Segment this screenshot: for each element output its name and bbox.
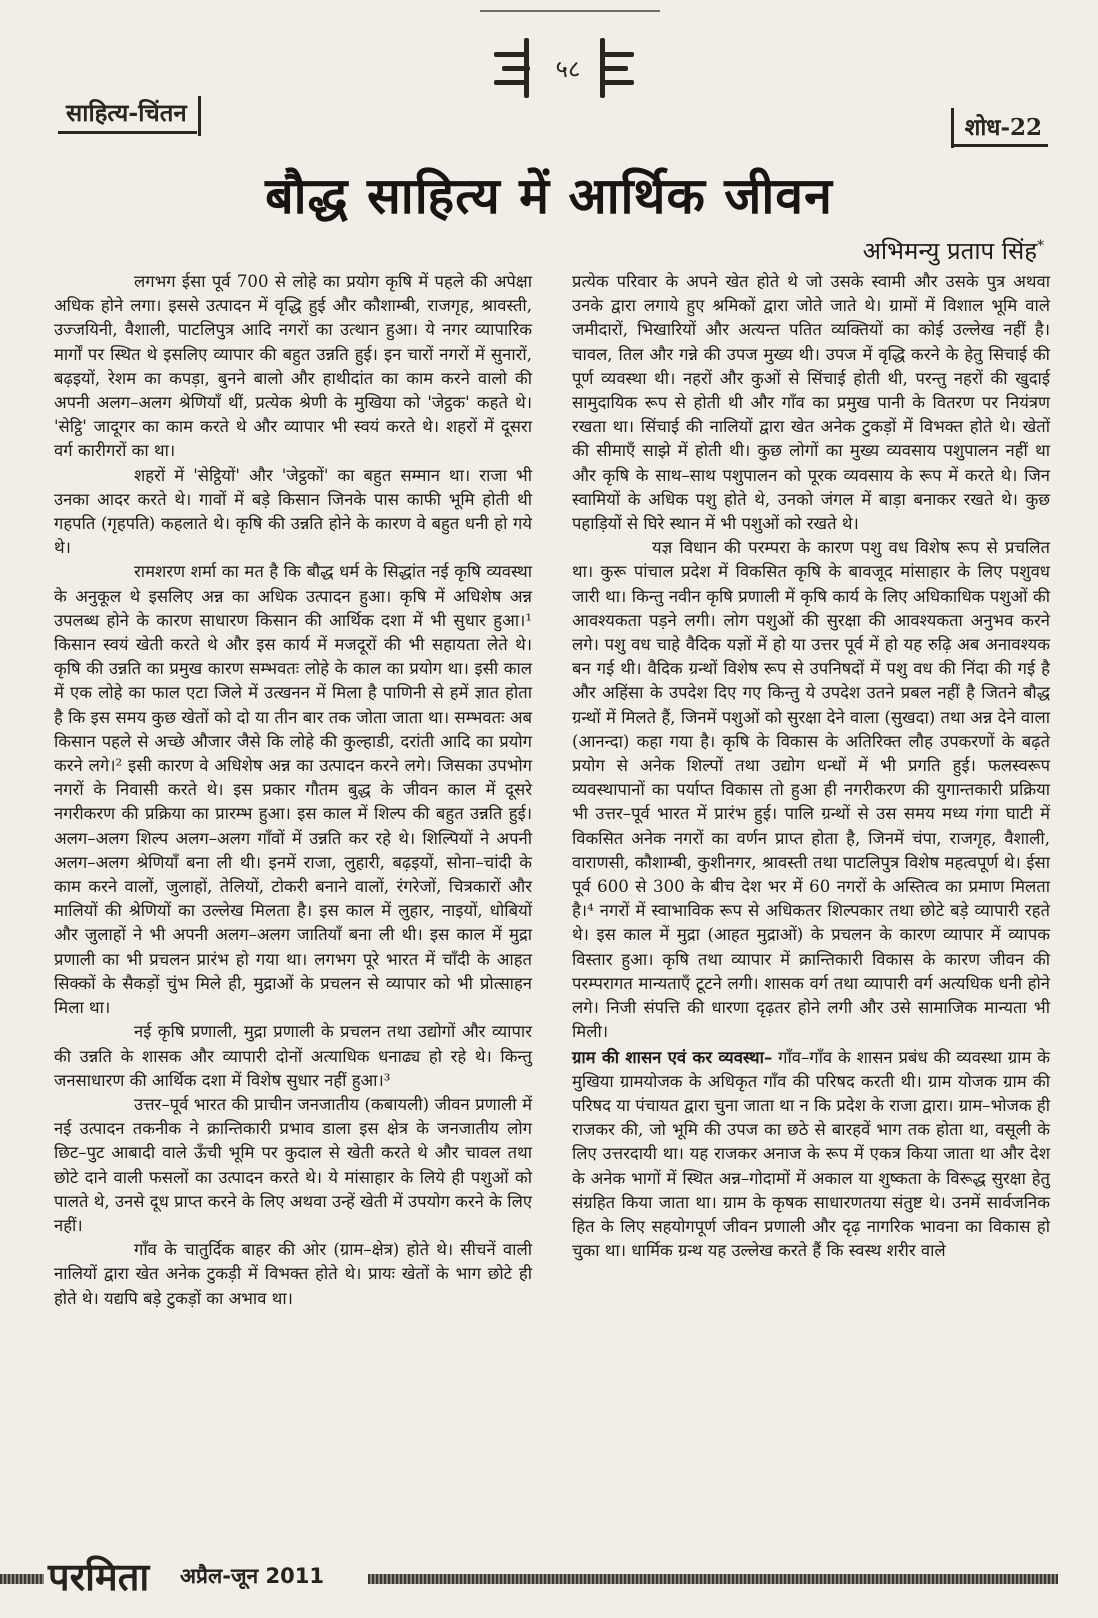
page-number: ५८ (555, 55, 581, 83)
article-title: बौद्ध साहित्य में आर्थिक जीवन (265, 166, 833, 225)
author-footnote-mark: * (1037, 238, 1044, 254)
paragraph: शहरों में 'सेट्ठियों' और 'जेट्ठकों' का बहुत सम्मान था। राजा भी उनका आदर करते थे। गावों में बड़े किसान जिनके पास काफी भूमि होती थी गहपति (गृहपति) कहलाते थे। कृषि की उन्नति होने के कारण वे बहुत धनी हो गये थे। (54, 465, 532, 558)
left-column (54, 270, 532, 1311)
author-name: अभिमन्यु प्रताप सिंह (862, 237, 1037, 265)
issue-date: अप्रैल-जून 2011 (180, 1564, 324, 1588)
paragraph-body: गाँव–गाँव के शासन प्रबंध की व्यवस्था ग्राम के मुखिया ग्रामयोजक के अधिकृत गाँव की परिषद करती थी। ग्राम योजक ग्राम की परिषद या पंचायत द्वारा चुना जाता था न कि प्रदेश के राजा द्वारा। ग्राम–भोजक ही राजकर की, जो भूमि की उपज का छठे से बारहवें भाग तक होता था, वसूली के लिए उत्तरदायी था। यह राजकर अनाज के रूप में एकत्र किया जाता था और देश के अनेक भागों में स्थित अन्न–गोदामों में अकाल या शुष्कता के विरूद्ध सुरक्षा हेतु संग्रहित किया जाता था। ग्राम के कृषक साधारणतया संतुष्ट थे। उनमें सार्वजनिक हित के लिए सहयोगपूर्ण जीवन प्रणाली और दृढ़ नागरिक भावना का विकास हो चुका था। धार्मिक ग्रन्थ यह उल्लेख करते हैं कि स्वस्थ शरीर वाले (572, 1047, 1051, 1261)
paragraph: रामशरण शर्मा का मत है कि बौद्ध धर्म के सिद्धांत नई कृषि व्यवस्था के अनुकूल थे इसलिए अन्न का अधिक उत्पादन हुआ। कृषि में अधिशेष अन्न उपलब्ध होने के कारण साधारण किसान की आर्थिक दशा में भी सुधार हुआ।¹ किसान स्वयं खेती करते थे और इस कार्य में मजदूरों की भी सहायता लेते थे। कृषि की उन्नति का प्रमुख कारण सम्भवतः लोहे के काल का प्रयोग था। इसी काल में एक लोहे का फाल एटा जिले में उत्खनन में मिला है पाणिनी से हमें ज्ञात होता है कि इस समय कुछ खेतों को दो या तीन बार तक जोता जाता था। सम्भवतः अब किसान पहले से अच्छे औजार जैसे कि लोहे की कुल्हाडी, दरांती आदि का प्रयोग करने लगे।² इसी कारण वे अधिशेष अन्न का उत्पादन करने लगे। जिसका उपभोग नगरों के निवासी करते थे। इस प्रकार गौतम बुद्ध के जीवन काल में दूसरे नगरीकरण की प्रक्रिया का प्रारम्भ हुआ। इस काल में शिल्प की बहुत उन्नति हुई। अलग–अलग शिल्प अलग–अलग गाँवों में उन्नति कर रहे थे। शिल्पियों ने अपनी अलग–अलग श्रेणियाँ बना ली थी। इनमें राजा, लुहारी, बढ़इयों, सोना–चांदी के काम करने वालों, जुलाहों, तेलियों, टोकरी बनाने वालों, रंगरेजों, चित्रकारों और मालियों की श्रेणियों का उल्लेख मिलता है। इस काल में लुहार, नाइयों, धोबियों और जुलाहों ने भी अपनी अलग–अलग जातियाँ बना ली थी। इस काल में मुद्रा प्रणाली का भी प्रचलन प्रारंभ हो गया था। लगभग पूरे भारत में चाँदी के आहत सिक्कों के सैकड़ों चुंभ मिले ही, मुद्राओं के प्रचलन से व्यापार को भी प्रोत्साहन मिला था। (54, 562, 532, 1018)
footer (0, 1554, 1098, 1599)
paragraph: नई कृषि प्रणाली, मुद्रा प्रणाली के प्रचलन तथा उद्योगों और व्यापार की उन्नति के शासक और व्यापारी दोनों अत्याधिक धनाढ्य हो रहे थे। किन्तु जनसाधारण की आर्थिक दशा में विशेष सुधार नहीं हुआ।³ (54, 1022, 532, 1090)
right-column (572, 270, 1050, 1263)
paragraph: गाँव के चातुर्दिक बाहर की ओर (ग्राम–क्षेत्र) होते थे। सीचनें वाली नालियों द्वारा खेत अनेक टुकड़ी में विभक्त होते थे। प्रायः खेतों के भाग छोटे ही होते थे। यद्यपि बड़े टुकड़ों का अभाव था। (54, 1240, 532, 1308)
paragraph: लगभग ईसा पूर्व 700 से लोहे का प्रयोग कृषि में पहले की अपेक्षा अधिक होने लगा। इससे उत्पादन में वृद्धि हुई और कौशाम्बी, राजगृह, श्रावस्ती, उज्जयिनी, वैशाली, पाटलिपुत्र आदि नगरों का उत्थान हुआ। ये नगर व्यापारिक मार्गों पर स्थित थे इसलिए व्यापार की बहुत उन्नति हुई। इन चारों नगरों में सुनारों, बढ़इयों, रेशम का कपड़ा, बुनने बालो और हाथीदांत का काम करने वालो की अपनी अलग–अलग श्रेणियाँ थीं, प्रत्येक श्रेणी के मुखिया को 'जेट्ठक' कहते थे। 'सेट्ठि' जादूगर का काम करते थे और व्यापार भी स्वयं करते थे। शहरों में दूसरा वर्ग कारीगरों का था। (54, 272, 532, 461)
page-number-ornament (488, 38, 648, 110)
section-tag: साहित्य-चिंतन (58, 96, 197, 134)
paragraph-with-subhead (572, 1045, 1050, 1264)
subheading: ग्राम की शासन एवं कर व्यवस्था– (572, 1046, 773, 1067)
paragraph: यज्ञ विधान की परम्परा के कारण पशु वध विशेष रूप से प्रचलित था। कुरू पांचाल प्रदेश में विकसित कृषि के बावजूद मांसाहार के लिए पशुवध जारी था। किन्तु नवीन कृषि प्रणाली में कृषि कार्य के लिए अधिकाधिक पशुओं की आवश्यकता पड़ने लगी। लोग पशुओं की सुरक्षा की आवश्यकता अनुभव करने लगे। पशु वध चाहे वैदिक यज्ञों में हो या उत्तर पूर्व में हो यह रुढ़ि अब अनावश्यक बन गई थी। वैदिक ग्रन्थों विशेष रूप से उपनिषदों में पशु वध की निंदा की गई है और अहिंसा के उपदेश दिए गए किन्तु ये उपदेश उतने प्रबल नहीं है जितने बौद्ध ग्रन्थों में मिलते हैं, जिनमें पशुओं को सुरक्षा देने वाला (सुखदा) तथा अन्न देने वाला (आनन्दा) कहा गया है। कृषि के विकास के अतिरिक्त लौह उपकरणों के बढ़ते प्रयोग से अनेक शिल्पों तथा उद्योग धन्धों में भी प्रगति हुई। फलस्वरूप व्यवस्थापानों का पर्याप्त विकास तो हुआ ही नगरीकरण की युगान्तकारी प्रक्रिया भी उत्तर–पूर्व भारत में प्रारंभ हुई। पालि ग्रन्थों से उस समय मध्य गंगा घाटी में विकसित अनेक नगरों का वर्णन प्राप्त होता है, जिनमें चंपा, राजगृह, वैशाली, वाराणसी, कौशाम्बी, कुशीनगर, श्रावस्ती तथा पाटलिपुत्र विशेष महत्वपूर्ण थे। ईसा पूर्व 600 से 300 के बीच देश भर में 60 नगरों के अस्तित्व का प्रमाण मिलता है।⁴ नगरों में स्वाभाविक रूप से अधिकतर शिल्पकार तथा छोटे बड़े व्यापारी रहते थे। इस काल में मुद्रा (आहत मुद्राओं) के प्रचलन के कारण व्यापार में व्यापक विस्तार हुआ। कृषि तथा व्यापार में क्रान्तिकारी विकास के कारण जीवन की परम्परागत मान्यताएँ टूटने लगी। शासक वर्ग तथा व्यापारी वर्ग अत्यधिक धनी होने लगे। निजी संपत्ति की धारणा दृढ़तर होने लगी और उसे सामाजिक मान्यता भी मिली। (572, 538, 1050, 1042)
footer-stripe-right (368, 1574, 1058, 1584)
footer-stripe-left (0, 1574, 44, 1584)
author-byline (863, 234, 1044, 267)
top-rule (480, 10, 660, 12)
paragraph: उत्तर–पूर्व भारत की प्राचीन जनजातीय (कबायली) जीवन प्रणाली में नई उत्पादन तकनीक ने क्रान्तिकारी प्रभाव डाला इस क्षेत्र के जनजातीय लोग छिट–पुट आबादी वाले ऊँची भूमि पर कुदाल से खेती करते थे और चावल तथा छोटे दाने वाली फसलों का उत्पादन करते थे। ये मांसाहार के लिये ही पशुओं को पालते थे, उनसे दूध प्राप्त करने के लिए अथवा उन्हें खेती में उपयोग करने के लिए नहीं। (54, 1094, 532, 1235)
series-tag: शोध-22 (951, 110, 1048, 147)
magazine-logo: परमिता (48, 1554, 150, 1599)
paragraph: प्रत्येक परिवार के अपने खेत होते थे जो उसके स्वामी और उसके पुत्र अथवा उनके द्वारा लगाये हुए श्रमिकों द्वारा जोते जाते थे। ग्रामों में विशाल भूमि वाले जमीदारों, भिखारियों और अत्यन्त पतित व्यक्तियों का कोई उल्लेख नहीं है। चावल, तिल और गन्ने की उपज मुख्य थी। उपज में वृद्धि करने के हेतु सिचाई की पूर्ण व्यवस्था थी। नहरों और कुओं से सिंचाई होती थी, परन्तु नहरों की खुदाई सामुदायिक रूप से होती थी और गाँव का प्रमुख पानी के वितरण पर नियंत्रण रखता था। सिंचाई की नालियों द्वारा खेत अनेक टुकड़ों में विभक्त होते थे। खेतों की सीमाएँ साझे में होती थी। कुछ लोगों का मुख्य व्यवसाय पशुपालन नहीं था और कृषि के साथ–साथ पशुपालन को पूरक व्यवसाय के रूप में करते थे। जिन स्वामियों के अधिक पशु होते थे, उनको जंगल में बाड़ा बनाकर रखते थे। कुछ पहाड़ियों से घिरे स्थान में भी पशुओं को रखते थे। (572, 272, 1050, 534)
